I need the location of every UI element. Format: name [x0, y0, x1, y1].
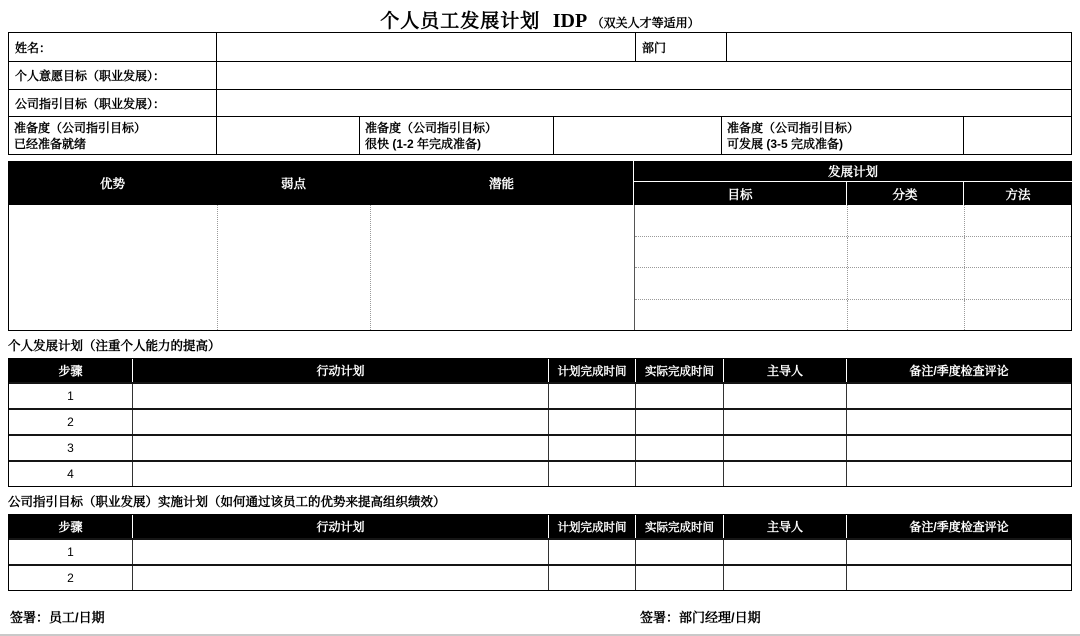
actual-time-cell[interactable] — [635, 436, 723, 460]
planned-time-cell[interactable] — [548, 410, 635, 434]
leader-cell[interactable] — [723, 410, 846, 434]
row-number: 2 — [67, 571, 74, 585]
readiness-ready-desc: 已经准备就绪 — [14, 136, 87, 151]
remarks-cell[interactable] — [846, 384, 1071, 408]
dev-plan-goal-cell[interactable] — [635, 237, 847, 268]
dev-plan-row — [635, 236, 1071, 268]
dev-plan-goal-header: 目标 — [727, 187, 753, 202]
readiness-develop-title: 准备度（公司指引目标） — [727, 120, 860, 135]
name-label: 姓名： — [15, 40, 52, 55]
company-plan-table — [8, 514, 1072, 591]
assessment-header-left — [8, 161, 633, 205]
actual-time-cell[interactable] — [635, 384, 723, 408]
table-row — [9, 538, 1071, 564]
personal-plan-heading: 个人发展计划（注重个人能力的提高） — [8, 339, 221, 353]
personal-goal-input-cell[interactable] — [216, 62, 1071, 89]
dev-plan-header: 发展计划 — [634, 161, 1072, 182]
planned-time-header: 计划完成时间 — [548, 359, 635, 382]
title-note: （双关人才等适用） — [591, 16, 700, 30]
remarks-cell[interactable] — [846, 436, 1071, 460]
leader-header: 主导人 — [723, 359, 846, 382]
table-row — [9, 382, 1071, 408]
remarks-cell[interactable] — [846, 410, 1071, 434]
actual-time-cell[interactable] — [635, 566, 723, 590]
company-goal-label: 公司指引目标（职业发展）： — [15, 96, 166, 111]
assessment-table — [8, 161, 1072, 331]
weaknesses-header: 弱点 — [280, 177, 306, 191]
row-number: 1 — [67, 389, 74, 403]
row-number: 4 — [67, 467, 74, 481]
assessment-header — [8, 161, 1072, 205]
readiness-soon-title: 准备度（公司指引目标） — [365, 120, 498, 135]
title-code: IDP — [552, 10, 588, 32]
remarks-header: 备注/季度检查评论 — [846, 515, 1071, 538]
dev-plan-row — [635, 205, 1071, 236]
action-plan-cell[interactable] — [132, 384, 548, 408]
planned-time-cell[interactable] — [548, 384, 635, 408]
name-row — [9, 33, 1071, 61]
dev-plan-row — [635, 267, 1071, 299]
row-number: 1 — [67, 545, 74, 559]
table-row — [9, 408, 1071, 434]
readiness-soon-label — [359, 117, 553, 154]
actual-time-header: 实际完成时间 — [635, 515, 723, 538]
leader-cell[interactable] — [723, 462, 846, 486]
dev-plan-method-cell[interactable] — [964, 300, 1071, 331]
actual-time-cell[interactable] — [635, 540, 723, 564]
action-plan-cell[interactable] — [132, 566, 548, 590]
actual-time-header: 实际完成时间 — [635, 359, 723, 382]
readiness-develop-label — [721, 117, 963, 154]
action-plan-cell[interactable] — [132, 410, 548, 434]
action-plan-header: 行动计划 — [132, 515, 548, 538]
dev-plan-method-header: 方法 — [963, 182, 1072, 205]
signature-employee: 签署：员工/日期 — [10, 610, 105, 625]
leader-cell[interactable] — [723, 384, 846, 408]
info-table — [8, 32, 1072, 155]
dev-plan-goal-cell[interactable] — [635, 300, 847, 331]
planned-time-cell[interactable] — [548, 540, 635, 564]
planned-time-cell[interactable] — [548, 436, 635, 460]
dev-plan-category-cell[interactable] — [847, 268, 964, 299]
company-goal-row — [9, 89, 1071, 116]
title-main: 个人员工发展计划 — [380, 11, 541, 32]
dev-plan-row — [635, 299, 1071, 331]
personal-goal-label: 个人意愿目标（职业发展）： — [15, 69, 166, 83]
readiness-soon-desc: 很快 (1-2 年完成准备) — [365, 136, 482, 151]
dev-plan-method-cell[interactable] — [964, 237, 1071, 268]
personal-goal-row — [9, 61, 1071, 89]
dev-plan-header-group — [633, 161, 1072, 205]
dev-plan-body — [634, 205, 1071, 330]
dev-plan-method-cell[interactable] — [964, 205, 1071, 236]
leader-cell[interactable] — [723, 436, 846, 460]
action-plan-header: 行动计划 — [132, 359, 548, 382]
planned-time-cell[interactable] — [548, 462, 635, 486]
assessment-body — [8, 205, 1072, 331]
action-plan-cell[interactable] — [132, 462, 548, 486]
department-input-cell[interactable] — [726, 33, 1071, 61]
dev-plan-category-header: 分类 — [846, 182, 963, 205]
table-row — [9, 564, 1071, 590]
dev-plan-method-cell[interactable] — [964, 268, 1071, 299]
personal-plan-table — [8, 358, 1072, 487]
action-plan-cell[interactable] — [132, 436, 548, 460]
dev-plan-goal-cell[interactable] — [635, 205, 847, 236]
readiness-soon-input-cell[interactable] — [553, 117, 721, 154]
remarks-cell[interactable] — [846, 540, 1071, 564]
weaknesses-input-cell[interactable] — [218, 205, 371, 330]
strengths-input-cell[interactable] — [9, 205, 218, 330]
dev-plan-goal-cell[interactable] — [635, 268, 847, 299]
leader-header: 主导人 — [723, 515, 846, 538]
company-plan-heading: 公司指引目标（职业发展）实施计划（如何通过该员工的优势来提高组织绩效） — [8, 495, 446, 509]
name-input-cell[interactable] — [216, 33, 635, 61]
signature-row — [8, 607, 1072, 627]
potential-input-cell[interactable] — [371, 205, 634, 330]
company-goal-input-cell[interactable] — [216, 90, 1071, 116]
table-row — [9, 434, 1071, 460]
row-number: 3 — [67, 441, 74, 455]
row-number: 2 — [67, 415, 74, 429]
dev-plan-category-cell[interactable] — [847, 300, 964, 331]
dev-plan-category-cell[interactable] — [847, 237, 964, 268]
department-label: 部门 — [635, 33, 726, 61]
actual-time-cell[interactable] — [635, 462, 723, 486]
step-header: 步骤 — [58, 520, 83, 534]
remarks-header: 备注/季度检查评论 — [846, 359, 1071, 382]
company-plan-header-row — [9, 515, 1071, 538]
leader-cell[interactable] — [723, 566, 846, 590]
actual-time-cell[interactable] — [635, 410, 723, 434]
table-row — [9, 460, 1071, 486]
readiness-develop-input-cell[interactable] — [963, 117, 1071, 154]
readiness-ready-title: 准备度（公司指引目标） — [14, 120, 147, 135]
step-header: 步骤 — [58, 364, 83, 378]
assessment-body-left — [9, 205, 634, 330]
planned-time-cell[interactable] — [548, 566, 635, 590]
readiness-row — [9, 116, 1071, 154]
action-plan-cell[interactable] — [132, 540, 548, 564]
page-title — [8, 0, 1072, 32]
dev-plan-category-cell[interactable] — [847, 205, 964, 236]
personal-plan-header-row — [9, 359, 1071, 382]
signature-manager: 签署：部门经理/日期 — [640, 610, 761, 625]
remarks-cell[interactable] — [846, 566, 1071, 590]
readiness-ready-input-cell[interactable] — [216, 117, 359, 154]
potential-header: 潜能 — [488, 177, 514, 191]
strengths-header: 优势 — [99, 177, 125, 191]
leader-cell[interactable] — [723, 540, 846, 564]
readiness-ready-label — [9, 117, 216, 154]
planned-time-header: 计划完成时间 — [548, 515, 635, 538]
remarks-cell[interactable] — [846, 462, 1071, 486]
dev-plan-subheaders — [634, 182, 1072, 205]
readiness-develop-desc: 可发展 (3-5 完成准备) — [727, 136, 844, 151]
